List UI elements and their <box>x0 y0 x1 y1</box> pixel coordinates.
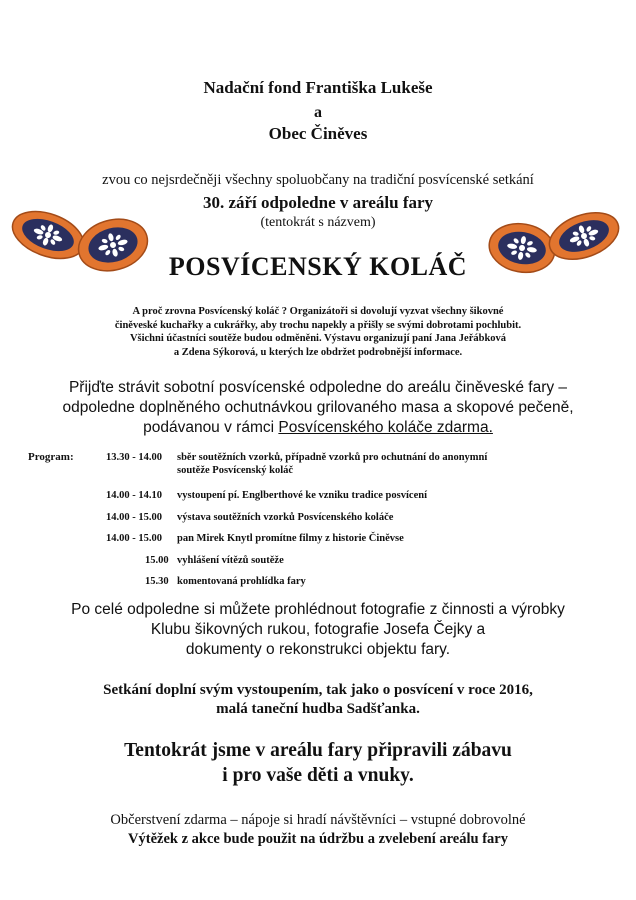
invitation-line: Přijďte strávit sobotní posvícenské odpoledne do areálu činěveské fary – <box>68 379 568 396</box>
program-description <box>177 451 537 477</box>
program-description: vystoupení pí. Englberthové ke vzniku tradice posvícení <box>177 490 427 501</box>
program-time: 14.00 - 15.00 <box>106 512 162 523</box>
photos-paragraph <box>40 600 596 660</box>
photos-line: Po celé odpoledne si můžete prohlédnout fotografie z činnosti a výrobky <box>71 601 565 618</box>
program-description: vyhlášení vítězů soutěže <box>177 555 284 566</box>
program-description: výstava soutěžních vzorků Posvícenského koláče <box>177 512 394 523</box>
refreshments-line: Občerstvení zdarma – nápoje si hradí návštěvníci – vstupné dobrovolné <box>110 812 526 828</box>
footer-paragraph <box>40 811 596 849</box>
music-paragraph <box>40 681 596 719</box>
kids-line: i pro vaše děti a vnuky. <box>222 765 414 786</box>
program-time: 14.00 - 14.10 <box>106 490 162 501</box>
kids-line: Tentokrát jsme v areálu fary připravili zábavu <box>124 740 512 761</box>
program-time: 13.30 - 14.00 <box>106 452 162 463</box>
free-tasting-underlined: Posvícenského koláče zdarma. <box>278 419 493 436</box>
program-time: 15.00 <box>145 555 169 566</box>
invitation-line: odpoledne doplněného ochutnávkou grilovaného masa a skopové pečeně, <box>62 399 574 416</box>
event-title: POSVÍCENSKÝ KOLÁČ <box>168 252 468 281</box>
organization-name: Nadační fond Františka Lukeše <box>203 78 433 97</box>
kids-paragraph <box>40 738 596 788</box>
program-description-line: soutěže Posvícenský koláč <box>177 465 294 476</box>
program-item <box>145 575 576 589</box>
program-description: pan Mirek Knytl promítne filmy z historie Činěvse <box>177 533 404 544</box>
program-time: 15.30 <box>145 576 169 587</box>
program-description-line: sběr soutěžních vzorků, případně vzorků pro ochutnání do anonymní <box>177 452 488 463</box>
intro-line: a Zdena Sýkorová, u kterých lze obdržet podrobnější informace. <box>173 346 463 358</box>
music-line: Setkání doplní svým vystoupením, tak jako o posvícení v roce 2016, <box>103 682 533 698</box>
intro-line: Všichni účastníci soutěže budou odměněni. Výstavu organizují paní Jana Jeřábková <box>129 333 507 344</box>
invitation-line-prefix: podávanou v rámci <box>143 419 279 436</box>
event-subtitle: (tentokrát s názvem) <box>260 215 376 230</box>
intro-line: činěveské kuchařky a cukrářky, aby trochu napekly a přišly se svými dobrotami pochlubit. <box>114 319 522 331</box>
music-line: malá taneční hudba Sadšťanka. <box>216 701 420 717</box>
program-description: komentovaná prohlídka fary <box>177 576 306 587</box>
program-item <box>106 532 576 546</box>
photos-line: dokumenty o rekonstrukci objektu fary. <box>185 641 451 658</box>
program-item <box>106 511 576 525</box>
conjunction: a <box>314 104 322 121</box>
invitation-line <box>40 418 596 438</box>
program-item <box>106 489 576 503</box>
photos-line: Klubu šikovných rukou, fotografie Josefa Čejky a <box>150 621 486 638</box>
intro-paragraph <box>70 305 566 359</box>
invitation-text: zvou co nejsrdečněji všechny spoluobčany na tradiční posvícenské setkání <box>102 172 534 188</box>
afternoon-invitation <box>40 378 596 438</box>
program-time: 14.00 - 15.00 <box>106 533 162 544</box>
program-item <box>106 451 576 479</box>
municipality-name: Obec Činěves <box>268 124 368 143</box>
event-date: 30. září odpoledne v areálu fary <box>202 193 434 212</box>
intro-line: A proč zrovna Posvícenský koláč ? Organizátoři si dovolují vyzvat všechny šikovné <box>132 306 504 317</box>
program-item <box>145 554 576 568</box>
proceeds-line: Výtěžek z akce bude použit na údržbu a zvelebení areálu fary <box>128 831 508 847</box>
program-label: Program: <box>28 451 74 463</box>
